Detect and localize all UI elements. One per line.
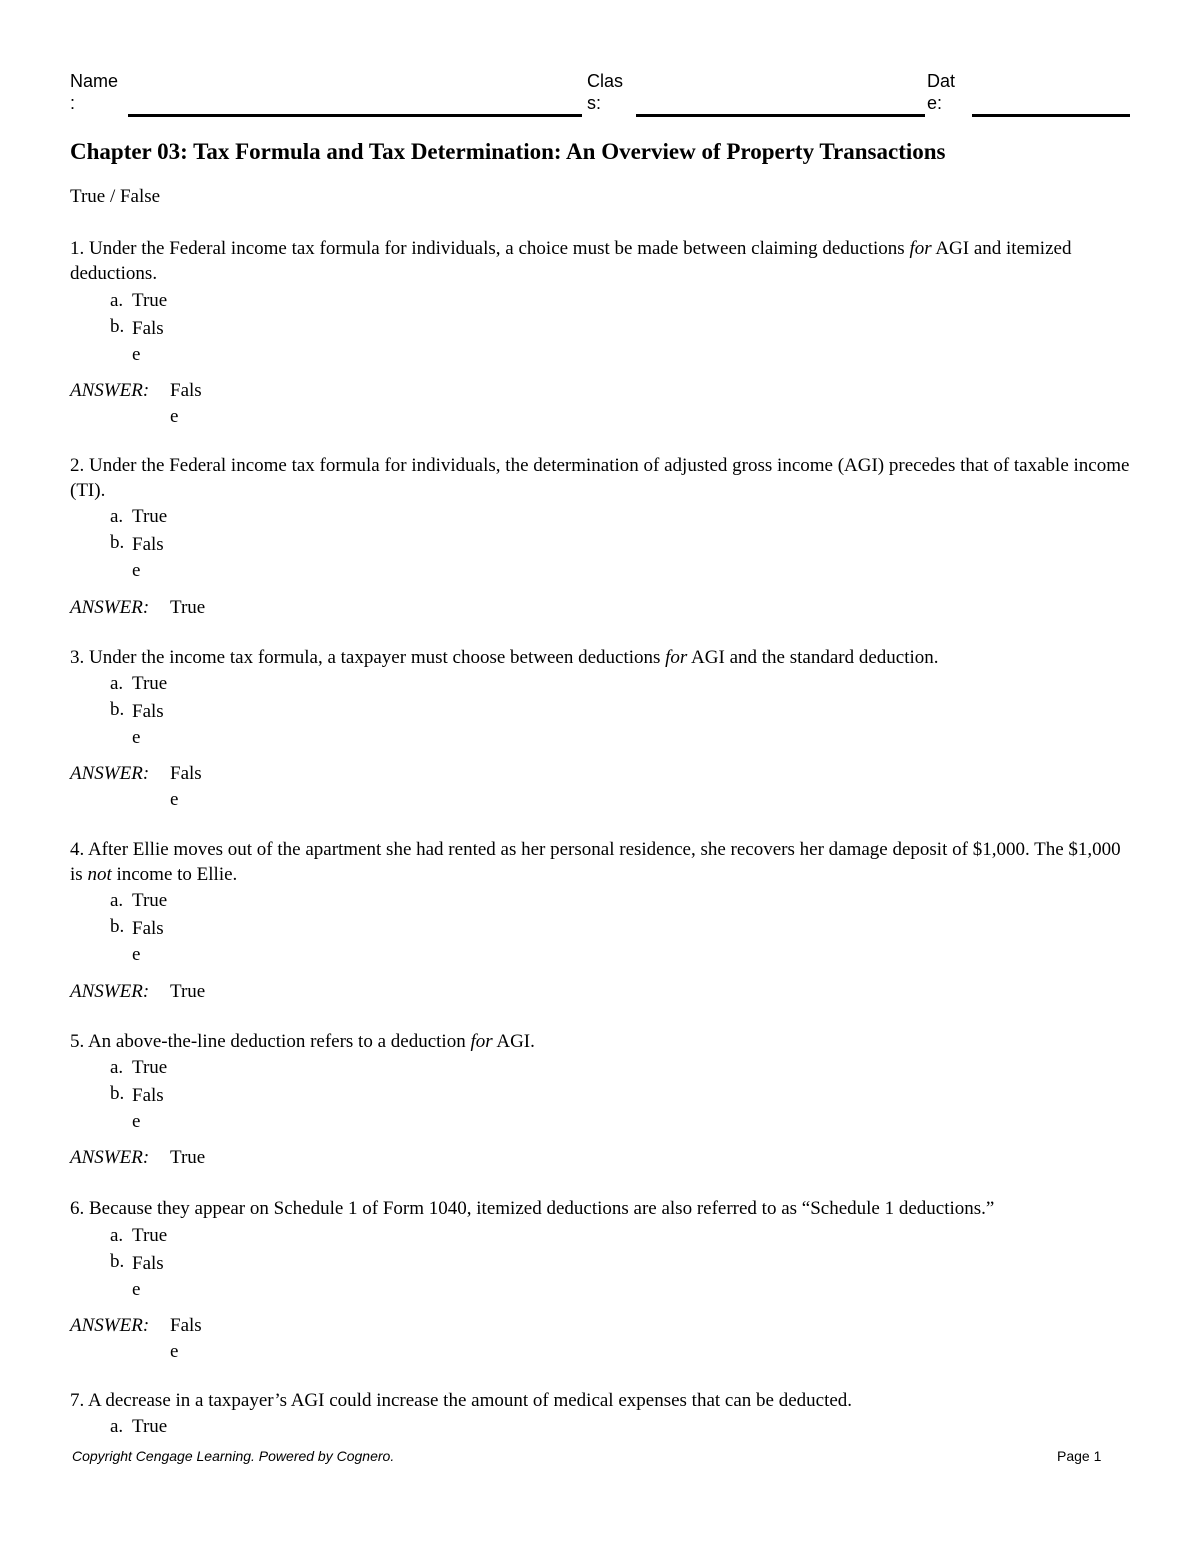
date-field-label — [927, 70, 955, 114]
options-4 — [70, 890, 1135, 968]
options-5 — [70, 1057, 1135, 1135]
question-stem: 6. Because they appear on Schedule 1 of Form 1040, itemized deductions are also referred to as “Schedule 1 deductions.” — [70, 1198, 995, 1219]
answer-5: ANSWER: True — [70, 1147, 206, 1168]
answer-6: ANSWER: Fals e — [70, 1315, 202, 1362]
option-false[interactable]: b. Fals e — [110, 532, 164, 581]
name-underline[interactable] — [128, 114, 582, 117]
option-true[interactable]: a. True — [110, 1416, 168, 1437]
answer-2: ANSWER: True — [70, 597, 206, 618]
question-1 — [70, 236, 1135, 286]
options-6 — [70, 1225, 1135, 1303]
question-4 — [70, 837, 1135, 887]
option-true[interactable]: a. True — [110, 1225, 168, 1246]
section-heading: True / False — [70, 186, 161, 207]
options-2 — [70, 506, 1135, 584]
question-5 — [70, 1029, 1135, 1054]
class-label: Clas — [587, 71, 624, 91]
class-field-label — [587, 70, 623, 114]
option-false[interactable]: b. Fals e — [110, 916, 164, 965]
option-false[interactable]: b. Fals e — [110, 1251, 164, 1300]
answer-3: ANSWER: Fals e — [70, 763, 202, 810]
copyright-footer: Copyright Cengage Learning. Powered by Cognero. — [72, 1448, 395, 1464]
option-false[interactable]: b. Fals e — [110, 1083, 164, 1132]
options-3 — [70, 673, 1135, 751]
question-stem: 1. Under the Federal income tax formula for individuals, a choice must be made between claiming deductions for AGI and itemized deductions. — [70, 238, 1072, 284]
question-3 — [70, 645, 1135, 670]
class-label-colon: s: — [587, 93, 602, 113]
option-false[interactable]: b. Fals e — [110, 316, 164, 365]
answer-1: ANSWER: Fals e — [70, 380, 202, 427]
question-2 — [70, 453, 1135, 503]
date-label: Dat — [927, 71, 956, 91]
date-underline[interactable] — [972, 114, 1130, 117]
class-underline[interactable] — [636, 114, 925, 117]
option-true[interactable]: a. True — [110, 1057, 168, 1078]
option-true[interactable]: a. True — [110, 506, 168, 527]
date-label-colon: e: — [927, 93, 943, 113]
name-label-colon: : — [70, 93, 76, 113]
name-field-label — [70, 70, 118, 114]
question-stem: 7. A decrease in a taxpayer’s AGI could increase the amount of medical expenses that can be deducted. — [70, 1390, 853, 1411]
question-7 — [70, 1388, 1135, 1413]
options-7 — [70, 1416, 1135, 1438]
option-true[interactable]: a. True — [110, 890, 168, 911]
question-stem: 2. Under the Federal income tax formula for individuals, the determination of adjusted gross income (AGI) precedes that of taxable income (TI). — [70, 455, 1130, 501]
option-true[interactable]: a. True — [110, 673, 168, 694]
question-6 — [70, 1196, 1135, 1221]
answer-4: ANSWER: True — [70, 981, 206, 1002]
page-number: Page 1 — [1057, 1448, 1102, 1464]
question-stem: 3. Under the income tax formula, a taxpayer must choose between deductions for AGI and the standard deduction. — [70, 647, 939, 668]
name-label: Name — [70, 71, 119, 91]
question-stem: 5. An above-the-line deduction refers to a deduction for AGI. — [70, 1031, 535, 1052]
question-stem: 4. After Ellie moves out of the apartment she had rented as her personal residence, she recovers her damage deposit of $1,000. The $1,000 is not income to Ellie. — [70, 839, 1121, 885]
chapter-title: Chapter 03: Tax Formula and Tax Determination: An Overview of Property Transactions — [70, 139, 946, 164]
options-1 — [70, 290, 1135, 368]
option-false[interactable]: b. Fals e — [110, 699, 164, 748]
option-true[interactable]: a. True — [110, 290, 168, 311]
